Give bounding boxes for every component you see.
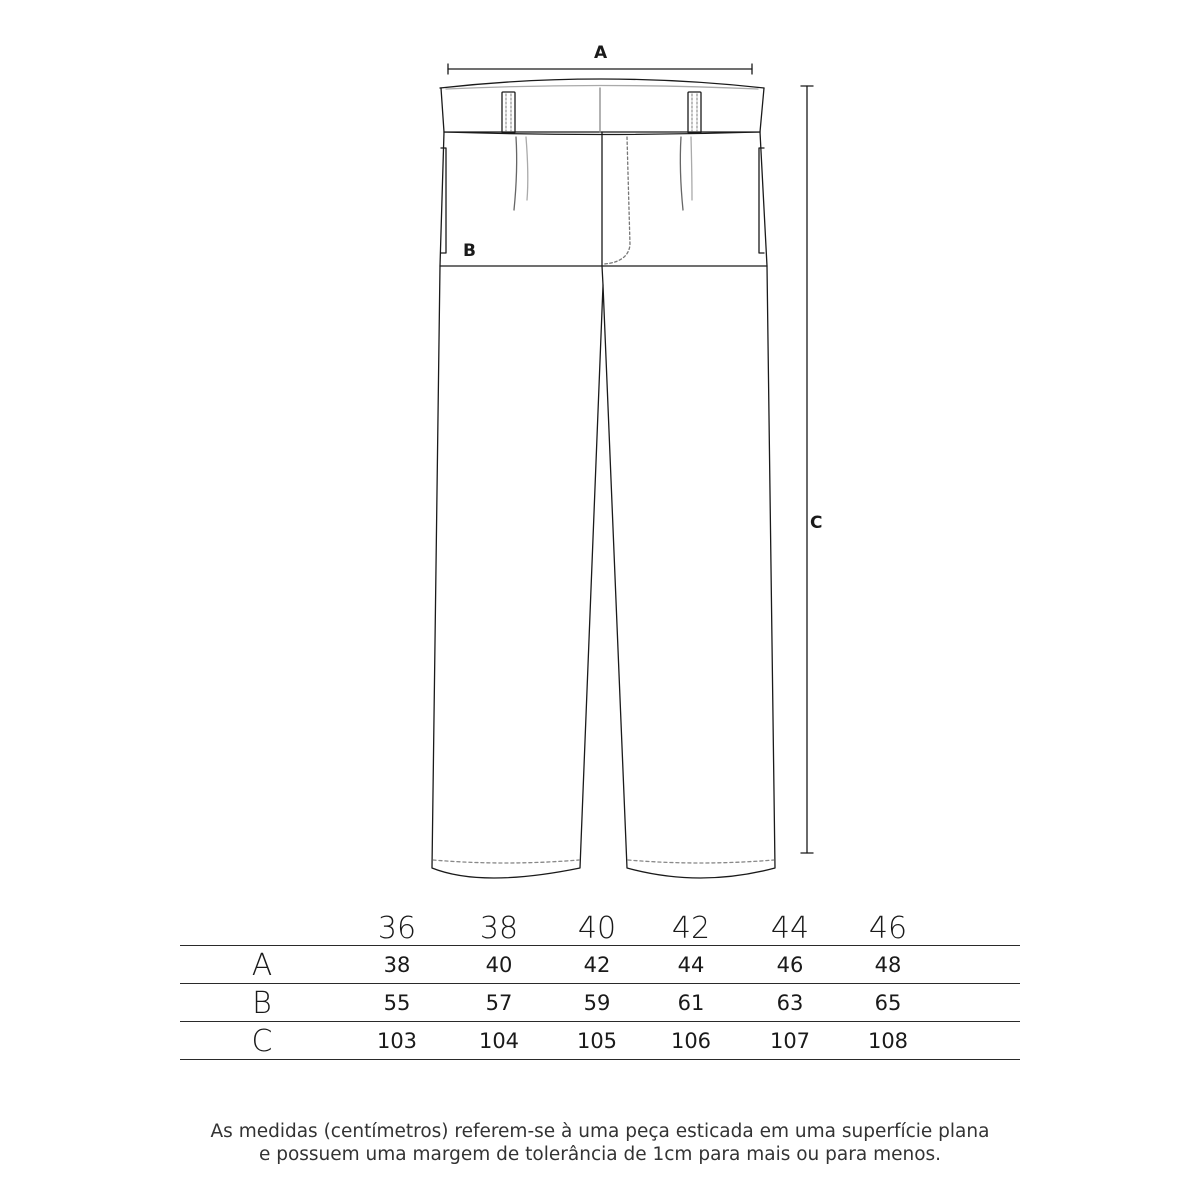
- table-cell: 46: [776, 953, 804, 977]
- table-cell: 40: [485, 953, 513, 977]
- table-row: [180, 983, 1020, 1021]
- pants-outline: [432, 132, 775, 878]
- label-b: B: [463, 241, 476, 261]
- table-cell: 55: [383, 991, 411, 1015]
- pleats: [514, 137, 692, 210]
- table-cell: 104: [478, 1029, 520, 1053]
- note-line-2: e possuem uma margem de tolerância de 1cm para mais ou para menos.: [258, 1144, 942, 1165]
- hem-stitching: [433, 860, 774, 863]
- row-label: C: [251, 1024, 273, 1059]
- table-cell: 108: [867, 1029, 909, 1053]
- table-cell: 57: [485, 991, 513, 1015]
- row-label: B: [252, 986, 272, 1021]
- size-header: 36: [377, 911, 417, 946]
- measure-line-c: [801, 86, 813, 853]
- label-a: A: [594, 43, 608, 63]
- table-cell: 38: [383, 953, 411, 977]
- size-header-row: [180, 905, 1020, 945]
- measurement-note: [150, 1120, 1050, 1166]
- table-cell: 42: [583, 953, 611, 977]
- table-row: [180, 945, 1020, 983]
- size-header: 46: [868, 911, 908, 946]
- measure-line-a: [448, 64, 752, 74]
- label-c: C: [810, 513, 823, 533]
- size-header: 38: [479, 911, 519, 946]
- table-cell: 107: [769, 1029, 811, 1053]
- size-table: [180, 905, 1020, 1060]
- fly: [602, 132, 630, 266]
- size-header: 40: [577, 911, 617, 946]
- table-cell: 106: [670, 1029, 712, 1053]
- table-cell: 105: [576, 1029, 618, 1053]
- waistband: [440, 79, 764, 135]
- size-header: 44: [770, 911, 810, 946]
- table-cell: 65: [874, 991, 902, 1015]
- note-line-1: As medidas (centímetros) referem-se à uma peça esticada em uma superfície plana: [210, 1121, 990, 1142]
- row-label: A: [251, 948, 273, 983]
- table-cell: 61: [677, 991, 705, 1015]
- table-cell: 103: [376, 1029, 418, 1053]
- table-cell: 48: [874, 953, 902, 977]
- table-cell: 63: [776, 991, 804, 1015]
- table-row: [180, 1021, 1020, 1060]
- table-cell: 44: [677, 953, 705, 977]
- size-header: 42: [671, 911, 711, 946]
- table-cell: 59: [583, 991, 611, 1015]
